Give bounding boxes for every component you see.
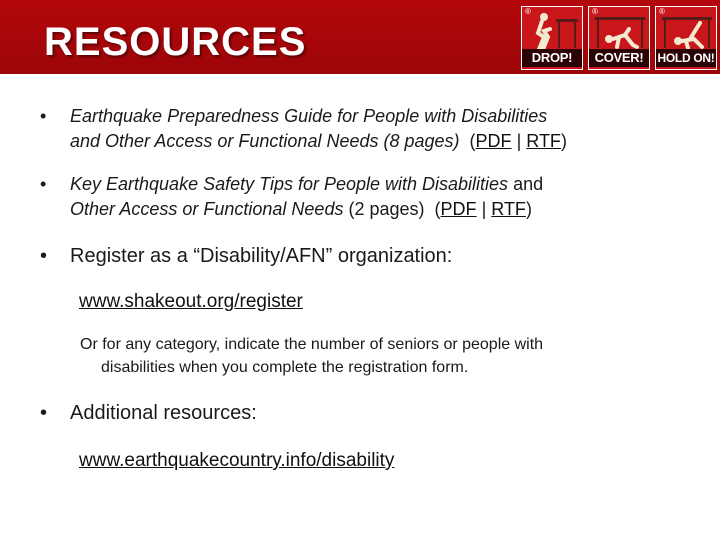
separator: | [516, 131, 522, 151]
registered-mark: ® [592, 7, 598, 16]
tips-pdf-link[interactable]: PDF [440, 199, 477, 219]
guide-title-line2 [70, 129, 567, 153]
additional-text: Additional resources: [70, 402, 257, 424]
guide-title-line2-text: and Other Access or Functional Needs (8 pages) [70, 131, 460, 151]
guide-title-line1: Earthquake Preparedness Guide for People with Disabilities [70, 106, 548, 126]
register-note-line1: Or for any category, indicate the number of seniors or people with [80, 336, 544, 353]
page-title: RESOURCES [44, 20, 307, 64]
close-paren: ) [560, 131, 567, 151]
register-note-line2: disabilities when you complete the registration form. [101, 359, 469, 376]
registered-mark: ® [659, 7, 665, 16]
hold-on-badge [655, 6, 717, 70]
tips-title-line1-plain: and [513, 174, 544, 194]
drop-label: DROP! [522, 49, 582, 67]
register-link[interactable]: www.shakeout.org/register [79, 291, 303, 312]
guide-pdf-link[interactable]: PDF [475, 131, 512, 151]
registered-mark: ® [525, 7, 531, 16]
bullet: • [40, 402, 48, 424]
separator: | [481, 199, 487, 219]
open-paren: ( [469, 131, 476, 151]
bullet: • [40, 174, 47, 194]
tips-title-line2-italic: Other Access or Functional Needs [70, 199, 344, 219]
tips-title-line2 [70, 197, 532, 221]
tips-title-line1 [70, 172, 543, 196]
bullet: • [40, 245, 48, 267]
person-dropping-icon [522, 7, 584, 53]
guide-rtf-link[interactable]: RTF [526, 131, 561, 151]
close-paren: ) [525, 199, 532, 219]
cover-badge [588, 6, 650, 70]
person-holding-on-icon [656, 7, 718, 53]
hold-on-label: HOLD ON! [657, 51, 715, 65]
open-paren: ( [434, 199, 441, 219]
additional-link[interactable]: www.earthquakecountry.info/disability [79, 450, 395, 471]
bullet: • [40, 106, 47, 126]
person-covering-under-table-icon [589, 7, 651, 53]
tips-rtf-link[interactable]: RTF [491, 199, 526, 219]
header-banner [0, 0, 720, 74]
tips-title-line1-italic: Key Earthquake Safety Tips for People with Disabilities [70, 174, 509, 194]
register-text: Register as a “Disability/AFN” organization: [70, 245, 453, 267]
tips-page-count: (2 pages) [348, 199, 425, 219]
drop-badge [521, 6, 583, 70]
cover-label: COVER! [589, 49, 649, 67]
